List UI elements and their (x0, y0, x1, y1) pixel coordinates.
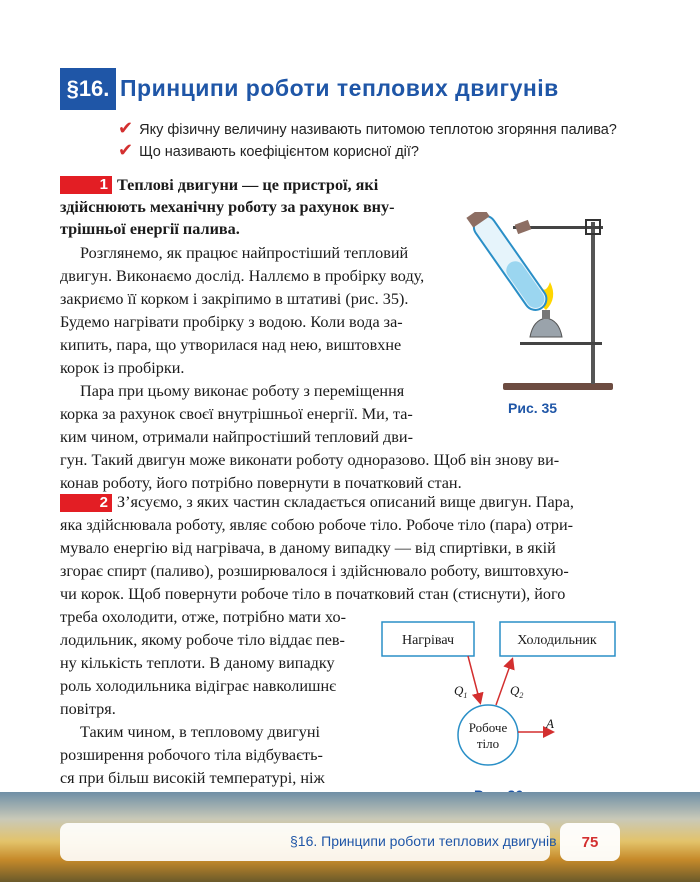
text-line: ким чином, отримали найпростіший тепловий дви- (60, 428, 413, 446)
cooler-label: Холодильник (517, 633, 597, 648)
stand-rod (591, 222, 595, 384)
ring-holder (520, 342, 602, 345)
text-line: двигун. Виконаємо дослід. Наллємо в пробірку воду, (60, 267, 425, 285)
text-line: треба охолодити, отже, потрібно мати хо- (60, 608, 346, 626)
text-line: закриємо її корком і закріпимо в штативі (рис. 35). (60, 290, 409, 308)
text-line: корок із пробірки. (60, 359, 185, 377)
text-line: Розглянемо, як працює найпростіший тепловий (80, 244, 409, 262)
text-line: роль холодильника відіграє навколишнє (60, 677, 337, 695)
text-line: З’ясуємо, з яких частин складається описаний вище двигун. Пара, (117, 493, 574, 511)
check-icon: ✔ (118, 118, 134, 138)
definition-line: Теплові двигуни — це пристрої, які (117, 176, 379, 194)
heat-in-arrow (468, 656, 480, 702)
text-line: повітря. (60, 700, 116, 718)
paragraph-marker-1: 1 (60, 176, 112, 194)
text-line: гун. Такий двигун може виконати роботу одноразово. Щоб він знову ви- (60, 451, 560, 469)
text-line: кипить, пара, що утворилася над нею, виштовхне (60, 336, 402, 354)
section-number-badge: §16. (60, 68, 116, 110)
text-line: яка здійснювала роботу, являє собою робоче тіло. Робоче тіло (пара) отри- (60, 516, 574, 534)
figure-35-illustration (458, 212, 618, 397)
text-line: корка за рахунок своєї внутрішньої енергії. Ми, та- (60, 405, 413, 423)
q2-label: $Q_2$ (510, 683, 524, 700)
text-line: Пара при цьому виконає роботу з переміщення (80, 382, 405, 400)
text-line: чи корок. Щоб повернути робоче тіло в початковий стан (стиснути), його (60, 585, 566, 603)
check-icon: ✔ (118, 140, 134, 160)
text-line: ну кількість теплоти. В даному випадку (60, 654, 335, 672)
text-line: лодильник, якому робоче тіло віддає пев- (60, 631, 345, 649)
text-line: ся при більш високій температурі, ніж (60, 769, 325, 787)
heater-label: Нагрівач (401, 633, 455, 648)
running-title: §16. Принципи роботи теплових двигунів (290, 833, 557, 849)
definition-line: здійснюють механічну роботу за рахунок вну- (60, 198, 395, 216)
q1-label: $Q_1$ (454, 683, 468, 700)
text-line: Таким чином, в тепловому двигуні (80, 723, 320, 741)
page-number: 75 (560, 823, 620, 861)
question-1: ✔ Яку фізичну величину називають питомою теплотою згоряння палива? (118, 118, 617, 138)
work-label: A (546, 716, 554, 731)
paragraph-marker-2: 2 (60, 494, 112, 512)
text-line: розширення робочого тіла відбуваєть- (60, 746, 323, 764)
text-line: Будемо нагрівати пробірку з водою. Коли вода за- (60, 313, 403, 331)
working-body-label-1: Робоче (468, 720, 508, 735)
figure-36-diagram (380, 620, 620, 790)
working-body-label-2: тіло (476, 736, 500, 751)
text-line: згорає спирт (паливо), розширювалося і здійснювало роботу, виштовхую- (60, 562, 569, 580)
working-body-circle (458, 705, 518, 765)
spirit-lamp (530, 318, 562, 337)
section-title: Принципи роботи теплових двигунів (120, 75, 559, 101)
text-line: конав роботу, його потрібно повернути в початковий стан. (60, 474, 462, 492)
text-line: мувало енергію від нагрівача, в даному випадку — від спиртівки, в якій (60, 539, 556, 557)
definition-line: трішньої енергії палива. (60, 220, 240, 238)
stand-base (503, 383, 613, 390)
question-2: ✔ Що називають коефіцієнтом корисної дії? (118, 140, 419, 160)
figure-35-caption: Рис. 35 (508, 400, 558, 416)
cork (515, 220, 532, 234)
